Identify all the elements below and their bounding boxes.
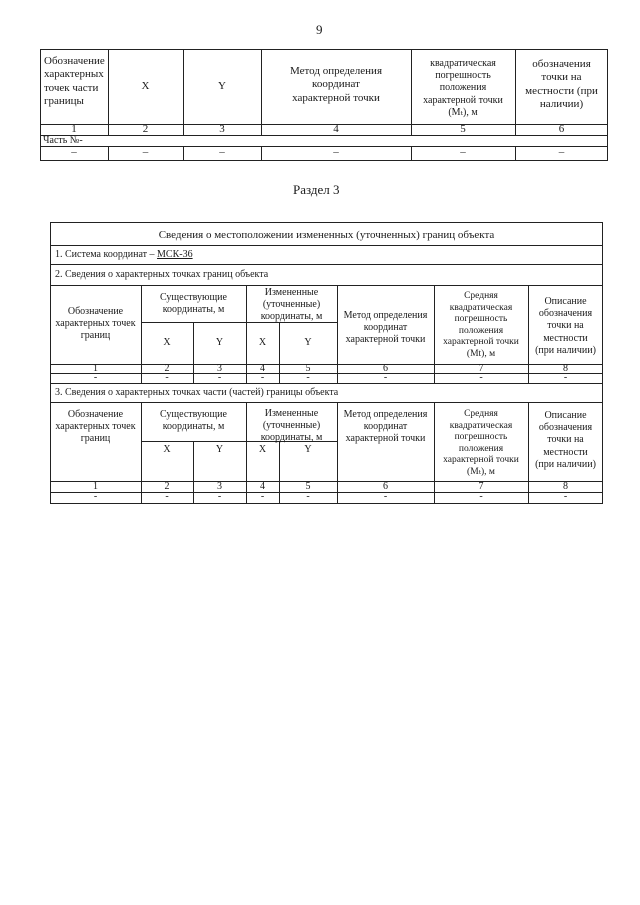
table-title: Сведения о местоположении измененных (уточненных) границ объекта xyxy=(158,229,495,241)
s2-col-number: 6 xyxy=(383,363,388,374)
s2-header-method: Метод определения координат характерной точки xyxy=(343,310,428,346)
section2-title: 2. Сведения о характерных точках границ объекта xyxy=(55,269,269,280)
s3-placeholder-cell: - xyxy=(217,491,222,502)
s3-placeholder-cell: - xyxy=(383,491,388,502)
s2-col-number: 2 xyxy=(164,363,170,374)
s3-placeholder-cell: - xyxy=(165,491,169,502)
s2-placeholder-cell: - xyxy=(306,372,310,383)
s2-col-number: 4 xyxy=(260,363,265,374)
s3-placeholder-cell: - xyxy=(306,491,310,502)
s3-col-number: 3 xyxy=(217,481,222,492)
divider xyxy=(50,264,603,265)
s3-col-number: 7 xyxy=(478,481,484,492)
s3-header-x2: X xyxy=(258,444,267,455)
coord-system-row xyxy=(55,249,193,260)
s3-header-y2: Y xyxy=(304,444,312,455)
header-designation: Обозначение характерных точек части границы xyxy=(44,55,105,108)
col-number: 5 xyxy=(460,123,466,135)
s2-header-error: Средняя квадратическая погрешность положения характерной точки (Mt), м xyxy=(443,291,519,359)
s3-header-x: X xyxy=(163,444,171,455)
s2-placeholder-cell: - xyxy=(165,372,169,383)
col-number: 1 xyxy=(71,123,77,135)
part-label: Часть №- xyxy=(43,135,83,146)
s2-header-x: X xyxy=(163,337,171,348)
dash-cell: – xyxy=(558,146,565,158)
header-error: квадратическая погрешность положения характерной точки (Mₜ), м xyxy=(423,58,503,118)
s2-header-designation: Обозначение характерных точек границ xyxy=(55,306,136,342)
s2-col-number: 1 xyxy=(93,363,98,374)
s3-col-number: 5 xyxy=(305,481,311,492)
s2-placeholder-cell: - xyxy=(479,372,483,383)
s3-placeholder-cell: - xyxy=(93,491,98,502)
dash-cell: – xyxy=(460,146,466,158)
col-number: 2 xyxy=(142,123,149,135)
s2-col-number: 5 xyxy=(305,363,311,374)
s2-placeholder-cell: - xyxy=(383,372,388,383)
s2-placeholder-cell: - xyxy=(217,372,222,383)
s3-col-number: 1 xyxy=(93,481,98,492)
s3-header-y: Y xyxy=(215,444,224,455)
s3-header-designation: Обозначение характерных точек границ xyxy=(55,409,136,445)
coord-system-value: МСК-36 xyxy=(157,249,193,260)
s3-col-number: 4 xyxy=(260,481,265,492)
header-description: обозначения точки на местности (при наличии) xyxy=(525,58,598,111)
s3-col-number: 6 xyxy=(383,481,388,492)
s3-header-method: Метод определения координат характерной точки xyxy=(343,409,428,445)
header-method: Метод определения координат характерной точки xyxy=(289,65,383,104)
s2-header-y: Y xyxy=(215,337,224,348)
s2-header-y2: Y xyxy=(304,337,312,348)
s3-header-error: Средняя квадратическая погрешность положения характерной точки (Mₜ), м xyxy=(443,409,519,477)
dash-cell: – xyxy=(333,146,339,158)
section3-title: 3. Сведения о характерных точках части (частей) границы объекта xyxy=(55,387,339,398)
dash-cell: – xyxy=(71,146,77,158)
s2-placeholder-cell: - xyxy=(563,372,568,383)
col-number: 4 xyxy=(333,123,339,135)
col-number: 6 xyxy=(558,123,565,135)
col-number: 3 xyxy=(219,123,225,135)
s3-placeholder-cell: - xyxy=(563,491,568,502)
s3-header-changed: Измененные (уточненные) координаты, м xyxy=(260,408,323,444)
s2-placeholder-cell: - xyxy=(260,372,265,383)
page-number: 9 xyxy=(316,22,323,37)
s3-header-description: Описание обозначения точки на местности (при наличии) xyxy=(535,410,596,470)
s2-header-changed: Измененные (уточненные) координаты, м xyxy=(260,287,323,323)
section-title: Раздел 3 xyxy=(293,182,340,197)
s2-header-description: Описание обозначения точки на местности (при наличии) xyxy=(535,296,596,356)
s2-placeholder-cell: - xyxy=(93,372,98,383)
s3-col-number: 8 xyxy=(563,481,568,492)
s3-col-number: 2 xyxy=(164,481,170,492)
dash-cell: – xyxy=(142,146,149,158)
s3-header-existing: Существующие координаты, м xyxy=(160,409,227,433)
coord-system-label: 1. Система координат – xyxy=(55,249,158,260)
divider xyxy=(50,285,603,286)
divider xyxy=(50,245,603,246)
s2-col-number: 7 xyxy=(478,363,484,374)
s3-placeholder-cell: - xyxy=(260,491,265,502)
dash-cell: – xyxy=(219,146,225,158)
s2-col-number: 8 xyxy=(563,363,568,374)
s2-header-x2: X xyxy=(258,337,267,348)
s2-col-number: 3 xyxy=(217,363,222,374)
header-y: Y xyxy=(218,80,226,92)
divider xyxy=(50,402,603,403)
s3-placeholder-cell: - xyxy=(479,491,483,502)
header-x: X xyxy=(141,80,150,92)
s2-header-existing: Существующие координаты, м xyxy=(160,292,227,316)
